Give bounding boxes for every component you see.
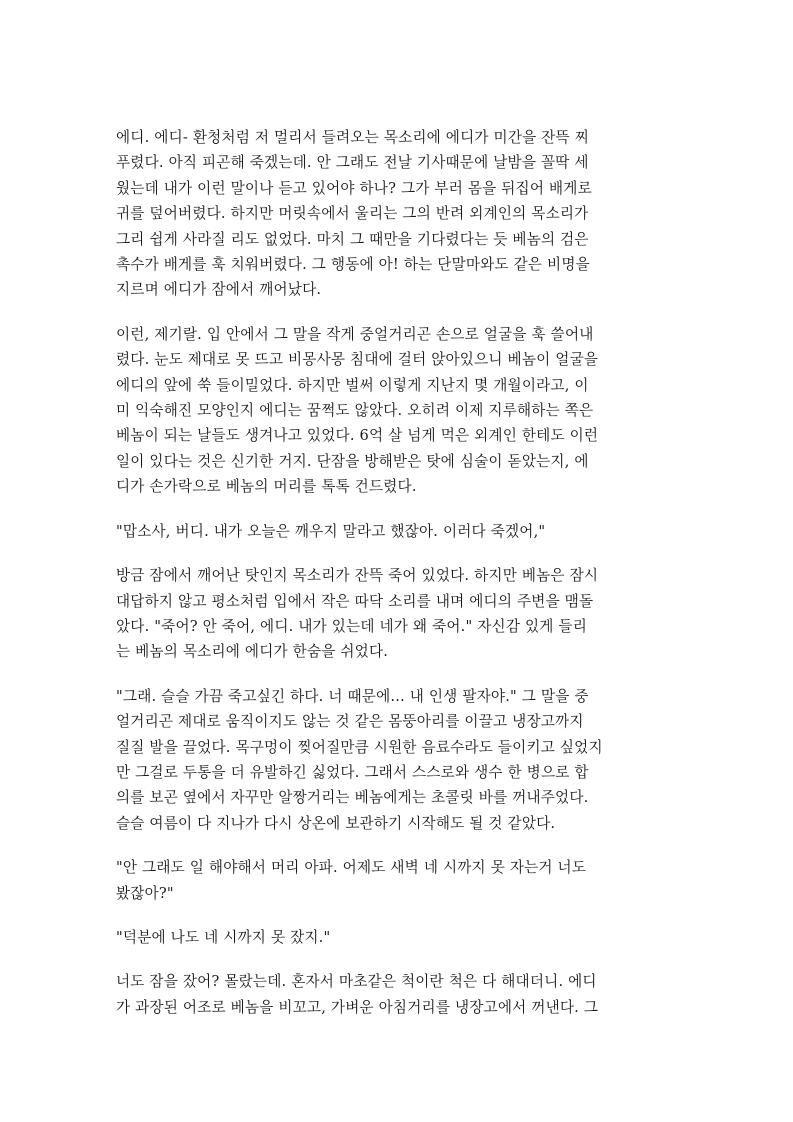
text-line: "덕분에 나도 네 시까지 못 잤지." xyxy=(116,928,331,946)
text-line: 봤잖아?" xyxy=(116,884,174,902)
paragraph xyxy=(116,969,672,1020)
paragraph xyxy=(116,855,672,906)
text-line: 너도 잠을 잤어? 몰랐는데. 혼자서 마초같은 척이란 척은 다 해대더니. 에디 xyxy=(116,973,597,991)
text-line: 가 과장된 어조로 베놈을 비꼬고, 가벼운 아침거리를 냉장고에서 꺼낸다. 그 xyxy=(116,998,599,1016)
paragraph xyxy=(116,684,672,836)
text-line: 디가 손가락으로 베놈의 머리를 톡톡 건드렸다. xyxy=(116,478,417,496)
paragraph xyxy=(116,322,672,500)
paragraph xyxy=(116,125,672,303)
text-line: 일이 있다는 것은 신기한 거지. 단잠을 방해받은 탓에 심술이 돋았는지, 에 xyxy=(116,452,589,470)
text-line: 에디의 앞에 쑥 들이밀었다. 하지만 벌써 이렇게 지난지 몇 개월이라고, 이 xyxy=(116,376,589,394)
text-line: 만 그걸로 두통을 더 유발하긴 싫었다. 그래서 스스로와 생수 한 병으로 합 xyxy=(116,763,589,781)
text-line: 웠는데 내가 이런 말이나 듣고 있어야 하나? 그가 부러 몸을 뒤집어 배게로 xyxy=(116,179,592,197)
paragraph xyxy=(116,563,672,665)
text-line: 렸다. 눈도 제대로 못 뜨고 비몽사몽 침대에 걸터 앉아있으니 베놈이 얼굴을 xyxy=(116,351,599,369)
text-line: 았다. "죽어? 안 죽어, 에디. 내가 있는데 네가 왜 죽어." 자신감 있게 들리 xyxy=(116,617,588,635)
text-line: 방금 잠에서 깨어난 탓인지 목소리가 잔뜩 죽어 있었다. 하지만 베놈은 잠시 xyxy=(116,567,599,585)
text-line: "맙소사, 버디. 내가 오늘은 깨우지 말라고 했잖아. 이러다 죽겠어," xyxy=(116,522,546,540)
paragraph xyxy=(116,519,672,544)
text-line: 촉수가 배게를 훅 치워버렸다. 그 행동에 아! 하는 단말마와도 같은 비명을 xyxy=(116,256,590,274)
paragraph xyxy=(116,925,672,950)
text-line: 귀를 덮어버렸다. 하지만 머릿속에서 울리는 그의 반려 외계인의 목소리가 xyxy=(116,205,589,223)
text-line: 슬슬 여름이 다 지나가 다시 상온에 보관하기 시작해도 될 것 같았다. xyxy=(116,814,556,832)
text-line: 베놈이 되는 날들도 생겨나고 있었다. 6억 살 넘게 먹은 외계인 한테도 이런 xyxy=(116,427,599,445)
text-line: 푸렸다. 아직 피곤해 죽겠는데. 안 그래도 전날 기사때문에 날밤을 꼴딱 세 xyxy=(116,154,589,172)
text-line: 그리 쉽게 사라질 리도 없었다. 마치 그 때만을 기다렸다는 듯 베놈의 검은 xyxy=(116,230,589,248)
text-line: "그래. 슬슬 가끔 죽고싶긴 하다. 너 때문에... 내 인생 팔자야." 그 말을 중 xyxy=(116,687,589,705)
text-line: 에디. 에디- 환청처럼 저 멀리서 들려오는 목소리에 에디가 미간을 잔뜩 찌 xyxy=(116,129,589,146)
text-line: 얼거리곤 제대로 움직이지도 않는 것 같은 몸뚱아리를 이끌고 냉장고까지 xyxy=(116,713,584,731)
text-line: "안 그래도 일 해야해서 머리 아파. 어제도 새벽 네 시까지 못 자는거 너도 xyxy=(116,859,587,877)
text-line: 대답하지 않고 평소처럼 입에서 작은 따닥 소리를 내며 에디의 주변을 맴돌 xyxy=(116,592,594,610)
document-body xyxy=(116,125,672,1039)
text-line: 의를 보곤 옆에서 자꾸만 알짱거리는 베놈에게는 초콜릿 바를 꺼내주었다. xyxy=(116,789,589,807)
text-line: 는 베놈의 목소리에 에디가 한숨을 쉬었다. xyxy=(116,643,389,661)
text-line: 미 익숙해진 모양인지 에디는 꿈쩍도 않았다. 오히려 이제 지루해하는 쪽은 xyxy=(116,402,594,420)
text-line: 이런, 제기랄. 입 안에서 그 말을 작게 중얼거리곤 손으로 얼굴을 훅 쓸어내 xyxy=(116,325,594,343)
text-line: 지르며 에디가 잠에서 깨어났다. xyxy=(116,281,322,299)
text-line: 질질 발을 끌었다. 목구멍이 찢어질만큼 시원한 음료수라도 들이키고 싶었지 xyxy=(116,738,603,756)
